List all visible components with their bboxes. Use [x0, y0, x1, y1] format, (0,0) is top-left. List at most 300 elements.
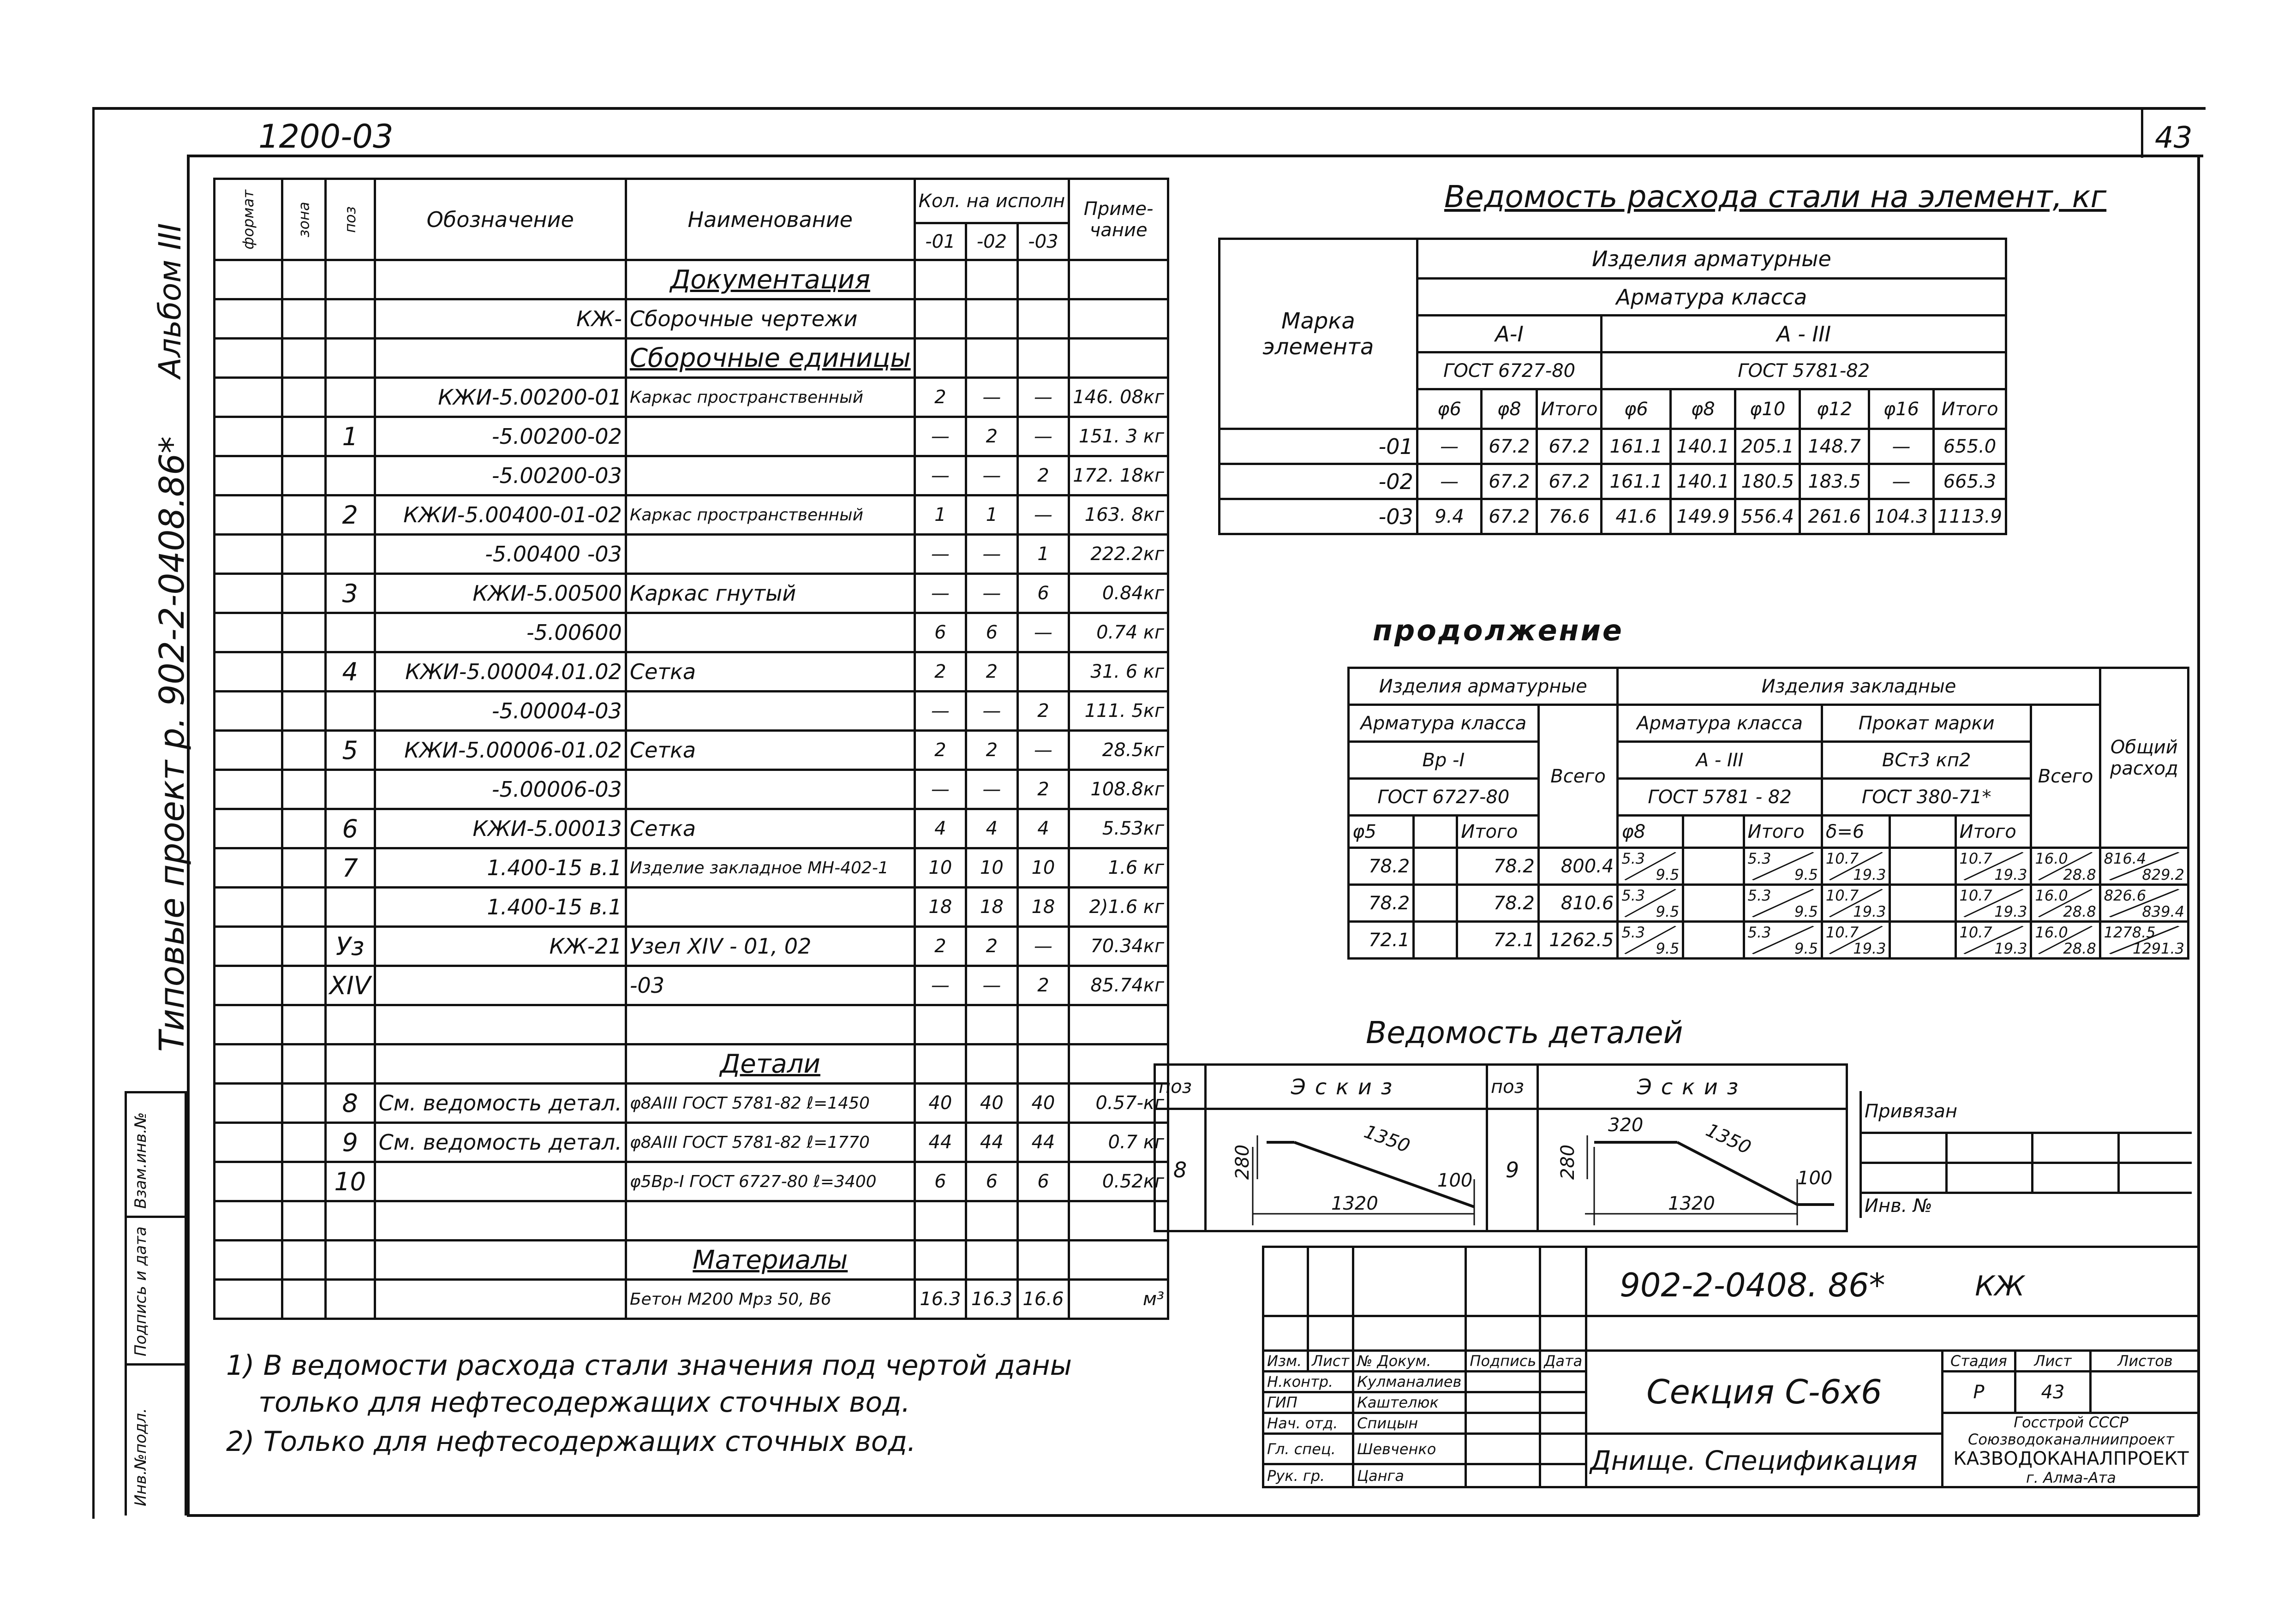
spec-note: 70.34кг	[1069, 927, 1168, 966]
spec-note	[1069, 1005, 1168, 1044]
col-zone: зона	[282, 179, 325, 260]
spec-zone	[282, 1280, 325, 1319]
det-sketch-h1: Эскиз	[1206, 1065, 1487, 1109]
spec-format	[215, 613, 282, 652]
spec-row	[215, 927, 1168, 966]
cont-fraction	[1618, 885, 1683, 922]
cont-empty	[1890, 922, 1955, 959]
cont-empty	[1683, 885, 1744, 922]
cont-empty	[1890, 885, 1955, 922]
spec-row	[215, 848, 1168, 888]
tb-role-3: Гл. спец.	[1263, 1434, 1353, 1464]
fraction-bottom: 19.3	[1994, 940, 2027, 957]
spec-q3: 2	[1017, 770, 1069, 809]
tb-org	[1942, 1413, 2199, 1487]
spec-q2: 2	[966, 927, 1018, 966]
tb-name-0: Кулманалиев	[1353, 1372, 1466, 1392]
spec-q1: 2	[915, 731, 966, 770]
cont-fraction	[1744, 848, 1822, 885]
steel-col: φ8	[1482, 389, 1537, 429]
tb-role-4: Рук. гр.	[1263, 1464, 1353, 1487]
spec-format	[215, 417, 282, 456]
spec-note: 1.6 кг	[1069, 848, 1168, 888]
spec-pos	[325, 378, 375, 417]
steel-value: 261.6	[1800, 499, 1869, 534]
spec-zone	[282, 927, 325, 966]
cont-sub-delta: δ=6	[1822, 816, 1890, 848]
spec-q2	[966, 1044, 1018, 1084]
spec-name: Сборочные единицы	[626, 339, 915, 378]
spec-zone	[282, 613, 325, 652]
cont-row	[1349, 922, 2188, 959]
fraction-top: 16.0	[2035, 887, 2068, 904]
spec-name: Сетка	[626, 652, 915, 692]
spec-name: Каркас гнутый	[626, 574, 915, 613]
spec-q2	[966, 339, 1018, 378]
spec-zone	[282, 731, 325, 770]
spec-q1: 44	[915, 1123, 966, 1162]
page-number: 43	[2155, 121, 2193, 155]
spec-pos: 5	[325, 731, 375, 770]
det-sketch-8	[1206, 1109, 1487, 1231]
note-1b: только для нефтесодержащих сточных вод.	[258, 1386, 910, 1419]
margin-stamp-div1	[125, 1216, 187, 1218]
spec-q3: —	[1017, 417, 1069, 456]
steel-value: 665.3	[1933, 464, 2006, 499]
cont-empty	[1414, 848, 1457, 885]
col-designation: Обозначение	[375, 179, 626, 260]
cont-fraction	[1822, 885, 1890, 922]
col-format: формат	[215, 179, 282, 260]
steel-class-header: Арматура класса	[1417, 279, 2006, 316]
spec-q3	[1017, 1241, 1069, 1280]
spec-format	[215, 1162, 282, 1201]
fraction-top: 5.3	[1621, 850, 1645, 867]
tb-sheet: 43	[2015, 1372, 2090, 1413]
spec-q2: —	[966, 574, 1018, 613]
spec-format	[215, 1044, 282, 1084]
steel-value: —	[1869, 464, 1934, 499]
det9-top: 320	[1608, 1115, 1644, 1136]
spec-row	[215, 535, 1168, 574]
spec-pos: 8	[325, 1084, 375, 1123]
det9-end: 100	[1797, 1168, 1833, 1189]
spec-row	[215, 613, 1168, 652]
spec-row	[215, 1241, 1168, 1280]
spec-pos	[325, 770, 375, 809]
spec-q1: —	[915, 966, 966, 1005]
spec-q3: 10	[1017, 848, 1069, 888]
spec-designation: -5.00200-02	[375, 417, 626, 456]
cont-fraction	[2031, 848, 2100, 885]
spec-designation: -5.00200-03	[375, 456, 626, 495]
spec-q1: 40	[915, 1084, 966, 1123]
spec-zone	[282, 535, 325, 574]
spec-zone	[282, 888, 325, 927]
fraction-top: 10.7	[1825, 924, 1859, 941]
spec-designation: КЖ-	[375, 299, 626, 339]
spec-note: 163. 8кг	[1069, 495, 1168, 535]
fraction-top: 816.4	[2104, 850, 2147, 867]
spec-zone	[282, 770, 325, 809]
spec-format	[215, 299, 282, 339]
spec-name	[626, 613, 915, 652]
cont-total2-header: Всего	[2031, 705, 2100, 848]
spec-q3: 4	[1017, 809, 1069, 848]
col-v3: -03	[1017, 223, 1069, 260]
cont-row	[1349, 885, 2188, 922]
tb-section: Секция С-6х6	[1586, 1351, 1943, 1434]
details-table	[1154, 1063, 1848, 1232]
spec-note: 172. 18кг	[1069, 456, 1168, 495]
spec-q2: —	[966, 692, 1018, 731]
steel-mark: -02	[1220, 464, 1417, 499]
margin-stamp-left	[125, 1091, 127, 1516]
cont-fraction	[1955, 848, 2031, 885]
spec-format	[215, 770, 282, 809]
spec-q3: —	[1017, 613, 1069, 652]
spec-q2: 10	[966, 848, 1018, 888]
note-2: 2) Только для нефтесодержащих сточных вод.	[226, 1426, 916, 1458]
spec-zone	[282, 652, 325, 692]
fraction-bottom: 9.5	[1656, 903, 1680, 920]
tb-role-2: Нач. отд.	[1263, 1413, 1353, 1434]
cont-g2: ГОСТ 5781 - 82	[1618, 779, 1822, 816]
cont-sub-total2: Итого	[1744, 816, 1822, 848]
spec-pos	[325, 535, 375, 574]
stamp-inv: Инв.№подл.	[132, 1408, 150, 1506]
steel-value: 161.1	[1602, 464, 1671, 499]
stamp-replace: Взам.инв.№	[132, 1112, 150, 1209]
spec-name: Документация	[626, 260, 915, 299]
cont-sub-phi8: φ8	[1618, 816, 1683, 848]
cont-fraction	[1955, 922, 2031, 959]
spec-row	[215, 770, 1168, 809]
steel-value: —	[1417, 429, 1482, 464]
spec-zone	[282, 1005, 325, 1044]
spec-format	[215, 574, 282, 613]
spec-pos: 7	[325, 848, 375, 888]
margin-stamp-top	[125, 1091, 187, 1093]
det-pos-h2: поз	[1487, 1065, 1538, 1109]
spec-row	[215, 1044, 1168, 1084]
steel-value: 1113.9	[1933, 499, 2006, 534]
spec-format	[215, 652, 282, 692]
spec-designation: -5.00006-03	[375, 770, 626, 809]
steel-table	[1218, 238, 2007, 535]
spec-format	[215, 809, 282, 848]
fraction-top: 5.3	[1621, 887, 1645, 904]
spec-q1	[915, 299, 966, 339]
spec-q2: 1	[966, 495, 1018, 535]
spec-note: 222.2кг	[1069, 535, 1168, 574]
steel-value: 104.3	[1869, 499, 1934, 534]
steel-value: —	[1417, 464, 1482, 499]
spec-q3: 6	[1017, 1162, 1069, 1201]
spec-format	[215, 339, 282, 378]
cont-cls2-header: Арматура класса	[1618, 705, 1822, 742]
tb-col-izm: Изм.	[1263, 1351, 1308, 1372]
spec-q2: —	[966, 535, 1018, 574]
spec-name	[626, 456, 915, 495]
spec-designation	[375, 339, 626, 378]
fraction-bottom: 19.3	[1994, 903, 2027, 920]
spec-pos: XIV	[325, 966, 375, 1005]
steel-value: 76.6	[1537, 499, 1602, 534]
spec-row	[215, 692, 1168, 731]
spec-pos: Уз	[325, 927, 375, 966]
tb-sheets-h: Листов	[2091, 1351, 2199, 1372]
fraction-bottom: 19.3	[1994, 866, 2027, 883]
det8-end: 100	[1437, 1170, 1473, 1191]
col-v1: -01	[915, 223, 966, 260]
steel-row	[1220, 464, 2006, 499]
spec-q3: 1	[1017, 535, 1069, 574]
spec-pos	[325, 888, 375, 927]
spec-q3	[1017, 1044, 1069, 1084]
tb-code: 902-2-0408. 86*	[1620, 1266, 1885, 1304]
spec-q1: 2	[915, 378, 966, 417]
spec-note: 28.5кг	[1069, 731, 1168, 770]
cont-fraction	[1618, 922, 1683, 959]
steel-value: 67.2	[1482, 429, 1537, 464]
spec-row	[215, 339, 1168, 378]
spec-format	[215, 495, 282, 535]
steel-a1-header: A-I	[1417, 316, 1602, 352]
steel-value: 67.2	[1482, 499, 1537, 534]
steel-mark-header: Марка элемента	[1220, 239, 1417, 429]
spec-format	[215, 927, 282, 966]
det8-h: 280	[1232, 1144, 1254, 1180]
spec-format	[215, 731, 282, 770]
cont-a3: A - III	[1618, 742, 1822, 779]
tb-org4: г. Алма-Ата	[2026, 1468, 2116, 1486]
steel-col: φ8	[1671, 389, 1735, 429]
spec-name	[626, 888, 915, 927]
spec-q2	[966, 299, 1018, 339]
cont-empty	[1683, 848, 1744, 885]
spec-q3: 2	[1017, 456, 1069, 495]
cont-fraction	[2031, 885, 2100, 922]
steel-value: 556.4	[1735, 499, 1800, 534]
spec-q3: 44	[1017, 1123, 1069, 1162]
spec-name	[626, 770, 915, 809]
tb-name-1: Каштелюк	[1353, 1392, 1466, 1413]
spec-name: Бетон М200 Мрз 50, В6	[626, 1280, 915, 1319]
spec-q3: —	[1017, 927, 1069, 966]
spec-pos	[325, 260, 375, 299]
tb-name-2: Спицын	[1353, 1413, 1466, 1434]
steel-mark: -03	[1220, 499, 1417, 534]
det-sketch-h2: Эскиз	[1538, 1065, 1847, 1109]
spec-pos: 9	[325, 1123, 375, 1162]
spec-note: 0.52кг	[1069, 1162, 1168, 1201]
spec-row	[215, 378, 1168, 417]
spec-note: 85.74кг	[1069, 966, 1168, 1005]
fraction-bottom: 28.8	[2063, 866, 2096, 883]
tb-stage: Р	[1942, 1372, 2015, 1413]
spec-q2: 44	[966, 1123, 1018, 1162]
spec-row	[215, 1123, 1168, 1162]
series-label: Типовые проект р. 902-2-0408.86*	[152, 436, 192, 1052]
spec-format	[215, 1201, 282, 1241]
col-pos: поз	[325, 179, 375, 260]
steel-value: 41.6	[1602, 499, 1671, 534]
steel-value: 149.9	[1671, 499, 1735, 534]
steel-gost1: ГОСТ 6727-80	[1417, 352, 1602, 389]
album-label: Альбом III	[152, 223, 188, 378]
det-pos-8: 8	[1155, 1109, 1206, 1231]
spec-row	[215, 652, 1168, 692]
spec-zone	[282, 339, 325, 378]
spec-note: 5.53кг	[1069, 809, 1168, 848]
tb-org1: Госстрой СССР	[2014, 1414, 2129, 1431]
tb-sheet-h: Лист	[2015, 1351, 2090, 1372]
fraction-bottom: 9.5	[1794, 940, 1818, 957]
spec-pos	[325, 1280, 375, 1319]
tb-col-list: Лист	[1308, 1351, 1353, 1372]
steel-value: 205.1	[1735, 429, 1800, 464]
cont-fraction	[1955, 885, 2031, 922]
tb-name-3: Шевченко	[1353, 1434, 1466, 1464]
spec-q1: 16.3	[915, 1280, 966, 1319]
steel-items-header: Изделия арматурные	[1417, 239, 2006, 279]
spec-note: 111. 5кг	[1069, 692, 1168, 731]
tb-col-sign: Подпись	[1466, 1351, 1540, 1372]
spec-name: φ8AIII ГОСТ 5781-82 ℓ=1770	[626, 1123, 915, 1162]
spec-name: Сборочные чертежи	[626, 299, 915, 339]
steel-value: 148.7	[1800, 429, 1869, 464]
cont-fraction	[1744, 922, 1822, 959]
det8-base: 1320	[1331, 1193, 1378, 1214]
steel-value: 9.4	[1417, 499, 1482, 534]
spec-q1	[915, 1241, 966, 1280]
project-code: 1200-03	[258, 118, 394, 155]
fraction-bottom: 839.4	[2142, 903, 2184, 920]
spec-note: 0.84кг	[1069, 574, 1168, 613]
spec-format	[215, 966, 282, 1005]
spec-name	[626, 692, 915, 731]
cont-sum-header: Общий расход	[2100, 668, 2188, 848]
det9-base: 1320	[1668, 1193, 1715, 1214]
spec-designation	[375, 1241, 626, 1280]
col-qty: Кол. на исполн	[915, 179, 1069, 223]
spec-designation	[375, 1162, 626, 1201]
spec-row	[215, 731, 1168, 770]
tb-col-date: Дата	[1540, 1351, 1586, 1372]
spec-note: 0.7 кг	[1069, 1123, 1168, 1162]
fraction-top: 10.7	[1959, 887, 1992, 904]
spec-q3: 6	[1017, 574, 1069, 613]
spec-zone	[282, 299, 325, 339]
steel-value: 67.2	[1537, 429, 1602, 464]
det8-l: 1350	[1361, 1121, 1413, 1158]
spec-row	[215, 495, 1168, 535]
spec-q2	[966, 1241, 1018, 1280]
fraction-bottom: 9.5	[1656, 940, 1680, 957]
cont-total-header: Всего	[1538, 705, 1618, 848]
tb-org3: КАЗВОДОКАНАЛПРОЕКТ	[1953, 1448, 2189, 1469]
spec-zone	[282, 1084, 325, 1123]
steel-col: Итого	[1933, 389, 2006, 429]
spec-zone	[282, 692, 325, 731]
spec-q2: —	[966, 966, 1018, 1005]
fraction-top: 5.3	[1747, 924, 1771, 941]
steel-title: Ведомость расхода стали на элемент, кг	[1444, 179, 2107, 215]
spec-row	[215, 809, 1168, 848]
fraction-bottom: 19.3	[1853, 866, 1886, 883]
spec-note	[1069, 1241, 1168, 1280]
spec-designation: КЖИ-5.00006-01.02	[375, 731, 626, 770]
spec-pos	[325, 613, 375, 652]
cont-total-all: 1262.5	[1538, 922, 1618, 959]
steel-value: 140.1	[1671, 429, 1735, 464]
steel-row	[1220, 499, 2006, 534]
spec-name: Сетка	[626, 809, 915, 848]
inner-frame-top	[187, 155, 2203, 157]
fraction-top: 5.3	[1747, 850, 1771, 867]
cont-bp: Вр -I	[1349, 742, 1539, 779]
spec-format	[215, 1123, 282, 1162]
spec-pos	[325, 692, 375, 731]
spec-designation: КЖИ-5.00500	[375, 574, 626, 613]
spec-note	[1069, 339, 1168, 378]
spec-pos: 10	[325, 1162, 375, 1201]
det-sketch-9	[1538, 1109, 1847, 1231]
det-pos-h1: поз	[1155, 1065, 1206, 1109]
spec-q1: 6	[915, 1162, 966, 1201]
spec-designation: КЖИ-5.00400-01-02	[375, 495, 626, 535]
fraction-bottom: 1291.3	[2133, 940, 2184, 957]
spec-format	[215, 260, 282, 299]
cont-phi5: 78.2	[1349, 848, 1414, 885]
fraction-top: 16.0	[2035, 924, 2068, 941]
details-title: Ведомость деталей	[1366, 1015, 1683, 1050]
spec-q3: 18	[1017, 888, 1069, 927]
spec-designation: КЖИ-5.00200-01	[375, 378, 626, 417]
spec-q3	[1017, 1005, 1069, 1044]
spec-zone	[282, 1162, 325, 1201]
spec-row	[215, 888, 1168, 927]
binding-label: Привязан	[1861, 1091, 2192, 1133]
cont-fraction	[1618, 848, 1683, 885]
fraction-top: 10.7	[1825, 887, 1859, 904]
spec-row	[215, 299, 1168, 339]
spec-designation	[375, 966, 626, 1005]
spec-q2: —	[966, 378, 1018, 417]
spec-q2: 6	[966, 1162, 1018, 1201]
det-pos-9: 9	[1487, 1109, 1538, 1231]
steel-mark: -01	[1220, 429, 1417, 464]
spec-q3: —	[1017, 731, 1069, 770]
spec-zone	[282, 495, 325, 535]
cont-fraction	[2100, 885, 2188, 922]
spec-q3: 2	[1017, 966, 1069, 1005]
steel-value: 180.5	[1735, 464, 1800, 499]
spec-designation: КЖ-21	[375, 927, 626, 966]
fraction-top: 5.3	[1747, 887, 1771, 904]
cont-total-all: 800.4	[1538, 848, 1618, 885]
cont-fraction	[2100, 922, 2188, 959]
spec-q2: 16.3	[966, 1280, 1018, 1319]
fraction-bottom: 28.8	[2063, 940, 2096, 957]
spec-q3	[1017, 652, 1069, 692]
spec-pos	[325, 339, 375, 378]
cont-empty	[1414, 885, 1457, 922]
spec-q1: 18	[915, 888, 966, 927]
cont-empty	[1890, 848, 1955, 885]
spec-format	[215, 1005, 282, 1044]
